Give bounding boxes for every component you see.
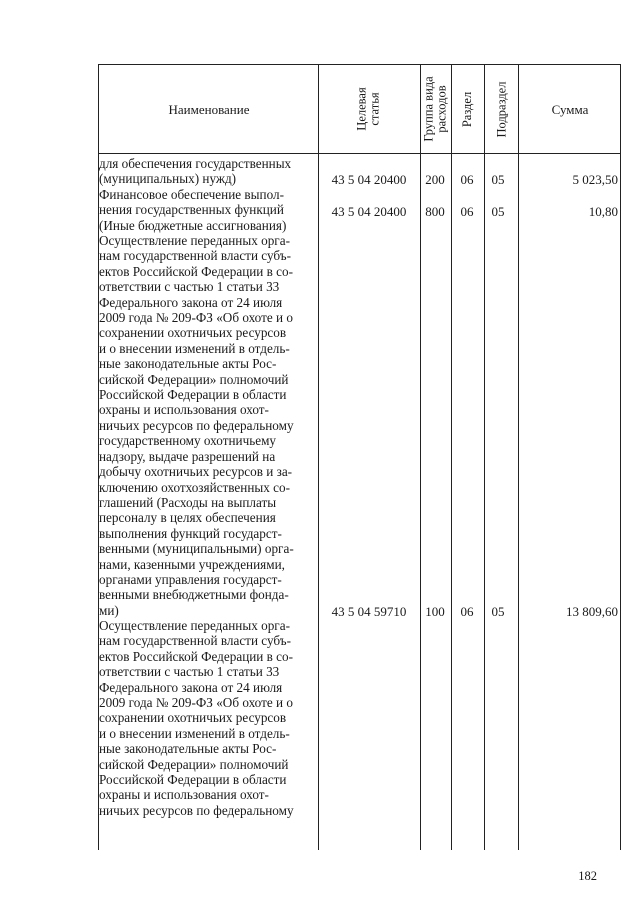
header-amount: Сумма xyxy=(551,102,589,117)
row-name-line: добычу охотничьих ресурсов и за- xyxy=(99,464,293,480)
row-name-line: (Иные бюджетные ассигнования) xyxy=(99,217,287,233)
row-subsection: 05 xyxy=(491,204,505,220)
row-name-line: нами, казенными учреждениями, xyxy=(99,556,285,572)
row-name xyxy=(99,156,316,187)
row-name-line: выполнения функций государст- xyxy=(99,525,282,541)
header-target-article-cell xyxy=(319,66,419,152)
row-name-line: венными внебюджетными фонда- xyxy=(99,587,289,603)
row-name-line: Финансовое обеспечение выпол- xyxy=(99,186,284,202)
row-name-line: персоналу в целях обеспечения xyxy=(99,510,276,526)
header-subsection-cell xyxy=(485,66,518,152)
row-name-line: ключению охотхозяйственных со- xyxy=(99,479,290,495)
table-top-border xyxy=(98,64,621,65)
row-name-line: ные законодательные акты Рос- xyxy=(99,741,277,757)
row-name-line: сийской Федерации» полномочий xyxy=(99,371,289,387)
row-section: 06 xyxy=(460,172,474,188)
row-subsection: 05 xyxy=(491,603,505,619)
header-expense-group: Группа вида расходов xyxy=(422,76,450,142)
row-name-line: Российской Федерации в области xyxy=(99,387,287,403)
row-name-line: (муниципальных) нужд) xyxy=(99,171,237,187)
row-name-line: ничьих ресурсов по федеральному xyxy=(99,417,294,433)
row-name-line: глашений (Расходы на выплаты xyxy=(99,494,277,510)
row-name-line: государственному охотничьему xyxy=(99,433,277,449)
page-number: 182 xyxy=(578,869,597,883)
row-name-line: венными (муниципальными) орга- xyxy=(99,541,294,557)
row-subsection: 05 xyxy=(491,172,505,188)
row-name-line: Федерального закона от 24 июля xyxy=(99,294,283,310)
row-expense-group: 800 xyxy=(425,204,445,220)
row-name-line: ми) xyxy=(99,602,119,618)
row-name-line: Осуществление переданных орга- xyxy=(99,233,290,248)
row-amount: 5 023,50 xyxy=(572,172,618,188)
row-name-line: надзору, выдаче разрешений на xyxy=(99,448,276,464)
row-name-line: и о внесении изменений в отдель- xyxy=(99,340,290,356)
row-name-line: для обеспечения государственных xyxy=(99,156,292,171)
row-name-line: и о внесении изменений в отдель- xyxy=(99,725,290,741)
row-section: 06 xyxy=(460,204,474,220)
header-section: Раздел xyxy=(460,91,475,127)
row-name-line: Российской Федерации в области xyxy=(99,772,287,788)
row-name-line: ные законодательные акты Рос- xyxy=(99,356,277,372)
row-name-line: нения государственных функций xyxy=(99,202,284,218)
row-target-article: 43 5 04 20400 xyxy=(331,204,407,220)
row-name xyxy=(99,618,316,818)
header-name: Наименование xyxy=(168,102,250,117)
row-name xyxy=(99,233,316,618)
row-amount: 10,80 xyxy=(588,204,618,220)
row-target-article: 43 5 04 59710 xyxy=(331,603,407,619)
row-amount: 13 809,60 xyxy=(566,603,618,619)
row-name-line: охраны и использования охот- xyxy=(99,787,269,803)
row-expense-group: 100 xyxy=(425,603,445,619)
row-name-line: Федерального закона от 24 июля xyxy=(99,679,283,695)
row-name-line: 2009 года № 209-ФЗ «Об охоте и о xyxy=(99,310,293,326)
row-expense-group: 200 xyxy=(425,172,445,188)
row-name-line: ектов Российской Федерации в со- xyxy=(99,263,294,279)
row-name-line: 2009 года № 209-ФЗ «Об охоте и о xyxy=(99,695,293,711)
row-name-line: охраны и использования охот- xyxy=(99,402,269,418)
row-name-line: ектов Российской Федерации в со- xyxy=(99,648,294,664)
column-divider-amount xyxy=(518,64,519,850)
row-name-line: нам государственной власти субъ- xyxy=(99,248,291,264)
column-divider-section xyxy=(451,64,452,850)
row-target-article: 43 5 04 20400 xyxy=(331,172,407,188)
header-subsection: Подраздел xyxy=(494,81,508,137)
header-section-cell xyxy=(452,66,484,152)
row-name-line: сохранении охотничьих ресурсов xyxy=(99,325,287,341)
row-name-line: нам государственной власти субъ- xyxy=(99,633,291,649)
row-name xyxy=(99,187,316,233)
row-name-line: сийской Федерации» полномочий xyxy=(99,756,289,772)
row-name-line: сохранении охотничьих ресурсов xyxy=(99,710,287,726)
header-expense-group-cell xyxy=(421,66,451,152)
row-name-line: Осуществление переданных орга- xyxy=(99,618,290,633)
row-name-line: ответствии с частью 1 статьи 33 xyxy=(99,664,280,680)
row-name-line: ответствии с частью 1 статьи 33 xyxy=(99,279,280,295)
header-target-article: Целевая статья xyxy=(355,87,382,131)
row-name-line: ничьих ресурсов по федеральному xyxy=(99,802,294,818)
header-bottom-border xyxy=(98,153,621,154)
table-right-border xyxy=(620,64,621,850)
row-name-line: органами управления государст- xyxy=(99,571,282,587)
row-section: 06 xyxy=(460,603,474,619)
